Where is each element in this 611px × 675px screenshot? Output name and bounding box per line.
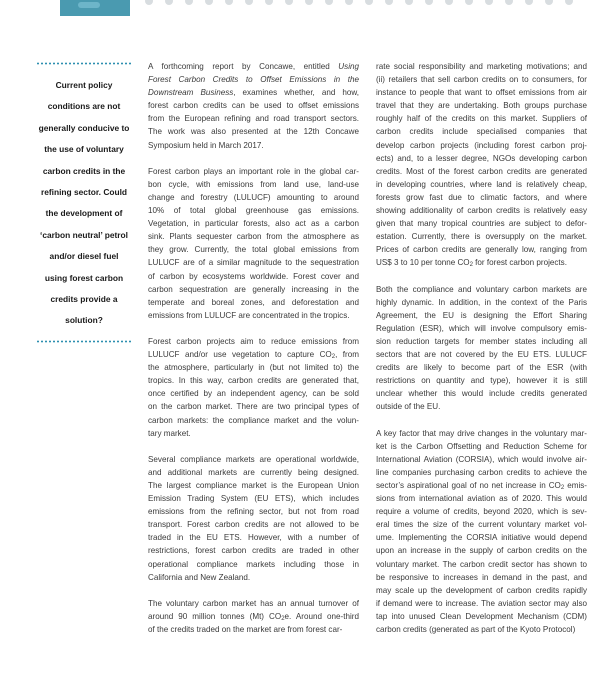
text-run: require a volume of credits, beyond 2020, which is sev- [376, 507, 587, 517]
pull-quote-rule-top [36, 62, 132, 65]
text-run: ume. Implementing the CORSIA initiative would depend [376, 533, 587, 543]
text-run: voluntary market. The carbon credit sector has shown to [376, 559, 587, 569]
text-run: eral times the size of the current voluntary market vol- [376, 520, 587, 530]
pull-quote-line: generally conducive to [38, 122, 130, 133]
text-line [148, 518, 359, 531]
text-line [148, 479, 359, 492]
text-run: Symposium held in March 2017. [148, 140, 264, 150]
text-line [148, 230, 359, 243]
text-line [148, 296, 359, 309]
text-line [376, 505, 587, 518]
text-run: tap into unused Clean Development Mechanism (CDM) [376, 611, 587, 621]
text-line [148, 466, 359, 479]
text-run: the atmosphere, particularly in (but not limited to) the [148, 363, 359, 373]
text-line [376, 374, 587, 387]
text-line [376, 400, 587, 413]
text-line [148, 400, 359, 413]
text-line [148, 283, 359, 296]
text-run: forest carbon credits can be used to offset emissions [148, 101, 359, 111]
text-run: credits are likely to become part of the ESR (with [376, 363, 587, 373]
text-run: Agreement, the EU is designing the Effort Sharing [376, 310, 587, 320]
text-run: tropics. In this way, carbon credits are generated that, [148, 376, 359, 386]
text-run: around 90 million tonnes (Mt) CO [148, 611, 282, 621]
text-line [148, 73, 359, 86]
text-run: if demand were to increase. The aviation sector may also [376, 598, 587, 608]
text-run: The largest compliance market is the European Union [148, 481, 359, 490]
text-run: in developing countries, where land is relatively cheap, [376, 179, 587, 189]
text-line [148, 60, 359, 73]
text-run: sion reduction targets for member states including all [376, 336, 587, 346]
text-run: LULUCF and/or use vegetation to capture CO [148, 350, 332, 360]
text-run: unclear whether this would include credits generated [376, 389, 587, 399]
text-run: emissions from the refining sector, but not from road [148, 507, 359, 517]
text-run: sions from international aviation as of 2020. This would [376, 494, 587, 504]
text-run: rate social responsibility and marketing motivations; and [376, 62, 587, 71]
pull-quote-line: the use of voluntary [44, 144, 124, 155]
text-line [376, 125, 587, 138]
body-column-right [376, 60, 587, 649]
text-run: forests grow fast due to climatic factors, and where [376, 192, 587, 202]
text-line [148, 492, 359, 505]
text-run: US$ 3 to 10 per tonne CO [376, 258, 470, 268]
pull-quote [36, 75, 132, 332]
text-line [376, 348, 587, 361]
text-run: sector’s aspirational goal of no net increase in CO [376, 481, 561, 490]
text-run: (ii) retailers that sell carbon credits on to consumers, for [376, 75, 587, 85]
italic-title: Downstream Business [148, 88, 234, 98]
text-run: , examines whether, and how, [233, 88, 359, 98]
text-line [376, 86, 587, 99]
text-line [148, 374, 359, 387]
paragraph [148, 453, 359, 584]
text-line [148, 610, 359, 623]
text-run: Both the compliance and voluntary carbon markets are [376, 284, 587, 294]
text-run: , from [335, 350, 359, 360]
text-run: The voluntary carbon market has an annual turnover of [148, 598, 359, 608]
text-line [148, 178, 359, 191]
text-line [148, 558, 359, 571]
text-line [376, 387, 587, 400]
text-run: carbon sequestration are generally increasing in the [148, 284, 359, 294]
text-line [148, 270, 359, 283]
text-line [376, 217, 587, 230]
pull-quote-rule-bottom [36, 340, 132, 343]
text-line [376, 139, 587, 152]
text-run: emis- [564, 481, 587, 490]
header-accent-block [60, 0, 130, 16]
text-run: emissions from LULUCF are concentrated in the tropics. [148, 310, 350, 320]
text-run: carbon credits (generated as part of the Kyoto Protocol) [376, 625, 576, 635]
text-run: California and New Zealand. [148, 572, 251, 582]
text-run: given that many tropical countries are subject to defor- [376, 219, 587, 229]
text-run: from the European refining and road transport sectors. [148, 114, 359, 124]
pull-quote-line: solution? [65, 315, 103, 326]
text-run: carbon markets: the compliance market and the volun- [148, 415, 359, 425]
text-line [148, 427, 359, 440]
text-line [376, 204, 587, 217]
subscript: 2 [331, 354, 336, 361]
text-run: Prices of carbon credits are generally low, ranging from [376, 245, 587, 255]
paragraph [376, 60, 587, 270]
text-run: be responsive to increases in demand in the past, and [376, 572, 587, 582]
text-run: for forest carbon projects. [472, 258, 567, 268]
text-line [376, 584, 587, 597]
text-run: bon cycle, with emissions from land use, land-use [148, 179, 359, 189]
text-line [376, 597, 587, 610]
text-run: traded in the EU ETS. However, with a number of [148, 533, 359, 543]
text-run: transport. Forest carbon credits are not allowed to be [148, 520, 359, 530]
pull-quote-line: carbon credits in the [42, 165, 126, 176]
text-line [376, 453, 587, 466]
text-line [376, 440, 587, 453]
text-line [376, 60, 587, 73]
text-run: Emission Trading System (EU ETS), which includes [148, 494, 359, 504]
text-line [148, 139, 359, 152]
text-run: temperate and boreal zones, and deforestation and [148, 297, 359, 307]
text-line [376, 479, 587, 492]
text-line [376, 230, 587, 243]
paragraph [376, 427, 587, 637]
text-run: line companies purchasing carbon credits to achieve the [376, 467, 587, 477]
pull-quote-line: refining sector. Could [40, 187, 128, 198]
text-line [148, 387, 359, 400]
text-line [376, 152, 587, 165]
text-line [148, 165, 359, 178]
text-run: showing additionality of carbon credits is relatively easy [376, 206, 587, 216]
text-line [148, 125, 359, 138]
italic-title: Using [338, 62, 359, 71]
text-run: credits. Most of the forest carbon credits are generated [376, 166, 587, 176]
text-line [376, 466, 587, 479]
pull-quote-line: using forest carbon [44, 272, 124, 283]
pull-quote-line: ‘carbon neutral’ petrol [40, 229, 128, 240]
text-run: highly dynamic. In addition, in the context of the Paris [376, 297, 587, 307]
text-line [148, 309, 359, 322]
text-line [148, 99, 359, 112]
header-dots [145, 0, 585, 6]
text-line [376, 165, 587, 178]
text-run: restrictions, forest carbon credits are traded in other [148, 546, 359, 556]
pull-quote-line: credits provide a [50, 294, 118, 305]
text-line [148, 204, 359, 217]
text-line [148, 623, 359, 636]
pull-quote-line: conditions are not [47, 101, 121, 112]
text-run: e. Around one-third [284, 611, 359, 621]
text-line [148, 243, 359, 256]
text-line [148, 414, 359, 427]
paragraph [376, 283, 587, 414]
text-line [148, 453, 359, 466]
text-run: roughly half of the credits on this market. Suppliers of [376, 114, 587, 124]
text-run: of carbon by ecosystems worldwide. Forest cover and [148, 271, 359, 281]
text-run: and additional markets are currently being designed. [148, 467, 359, 477]
text-line [376, 623, 587, 636]
text-line [376, 256, 587, 269]
text-run: sectors that are not covered by the EU ETS. LULUCF [376, 350, 587, 360]
text-run: LULUCF are of a similar magnitude to the sequestration [148, 258, 359, 268]
body-column-left [148, 60, 359, 649]
text-line [148, 505, 359, 518]
paragraph [148, 597, 359, 636]
text-line [376, 243, 587, 256]
text-line [376, 361, 587, 374]
text-line [376, 492, 587, 505]
text-line [376, 296, 587, 309]
text-run: 10% of total global greenhouse gas emissions. [148, 206, 359, 216]
text-run: sink. Plants sequester carbon from the atmosphere as [148, 232, 359, 242]
text-run: Forest carbon projects aim to reduce emissions from [148, 336, 359, 346]
text-line [376, 571, 587, 584]
text-run: Vegetation, in particular forests, also act as a carbon [148, 219, 359, 229]
text-line [148, 597, 359, 610]
text-line [148, 571, 359, 584]
text-line [376, 518, 587, 531]
text-line [376, 73, 587, 86]
subscript: 2 [469, 262, 473, 269]
text-line [376, 191, 587, 204]
paragraph [148, 60, 359, 152]
text-run: upon an increase in the supply of carbon credits on the [376, 546, 587, 556]
text-line [148, 112, 359, 125]
text-line [376, 544, 587, 557]
text-line [376, 283, 587, 296]
text-line [376, 427, 587, 440]
text-line [148, 544, 359, 557]
text-line [148, 361, 359, 374]
text-line [148, 335, 359, 348]
text-run: tary market. [148, 428, 191, 438]
paragraph [148, 335, 359, 440]
text-line [376, 558, 587, 571]
paragraph [148, 165, 359, 322]
header-band [0, 0, 611, 18]
text-run: outside of the EU. [376, 402, 441, 412]
text-line [376, 531, 587, 544]
text-run: once certified by an independent agency, can be sold [148, 389, 359, 399]
text-run: A forthcoming report by Concawe, entitled [148, 62, 339, 71]
text-line [148, 256, 359, 269]
italic-title: Forest Carbon Credits to Offset Emissions in the [148, 75, 359, 85]
text-run: carbon credits include specialised companies that [376, 127, 587, 137]
text-line [376, 309, 587, 322]
text-run: operational compliance markets including those in [148, 559, 359, 569]
text-line [376, 610, 587, 623]
text-run: ects) and, to a lesser degree, NGOs developing carbon [376, 153, 587, 163]
text-line [376, 178, 587, 191]
text-run: travel that they are undertaking. Both groups purchase [376, 101, 587, 111]
text-run: develop carbon projects (including forest carbon proj- [376, 140, 587, 150]
text-run: change and forestry (LULUCF) amounting to around [148, 192, 359, 202]
text-line [148, 191, 359, 204]
text-line [376, 112, 587, 125]
text-run: may scale up the development of carbon credits rapidly [376, 585, 587, 595]
text-run: ket is the Carbon Offsetting and Reduction Scheme for [376, 441, 587, 451]
pull-quote-sidebar [36, 62, 132, 343]
text-line [376, 99, 587, 112]
text-run: on the carbon market. There are two principal types of [148, 402, 359, 412]
pull-quote-line: Current policy [55, 80, 113, 90]
text-line [376, 322, 587, 335]
text-run: of the credits traded on the market are from forest car- [148, 625, 343, 635]
text-run: instance to people that want to offset emissions from air [376, 88, 587, 98]
subscript: 2 [560, 485, 565, 491]
header-glint [78, 2, 100, 8]
subscript: 2 [281, 615, 285, 622]
text-run: The work was also presented at the 12th Concawe [148, 127, 359, 137]
text-run: they grow. Currently, the total global emissions from [148, 245, 359, 255]
text-line [376, 335, 587, 348]
text-run: A key factor that may drive changes in the voluntary mar- [376, 428, 587, 438]
text-line [148, 217, 359, 230]
text-run: estation. Currently, there is oversupply on the market. [376, 232, 587, 242]
text-line [148, 86, 359, 99]
text-run: Forest carbon plays an important role in the global car- [148, 166, 359, 176]
text-run: restrictions on quantity and type), however it is still [376, 376, 587, 386]
pull-quote-line: and/or diesel fuel [49, 251, 119, 262]
text-run: Several compliance markets are operational worldwide, [148, 454, 359, 464]
text-line [148, 531, 359, 544]
text-run: Regulation (ESR), which will involve compulsory emis- [376, 323, 587, 333]
text-line [148, 348, 359, 361]
pull-quote-line: the development of [45, 208, 123, 219]
text-run: International Aviation (CORSIA), which would involve air- [376, 454, 587, 464]
